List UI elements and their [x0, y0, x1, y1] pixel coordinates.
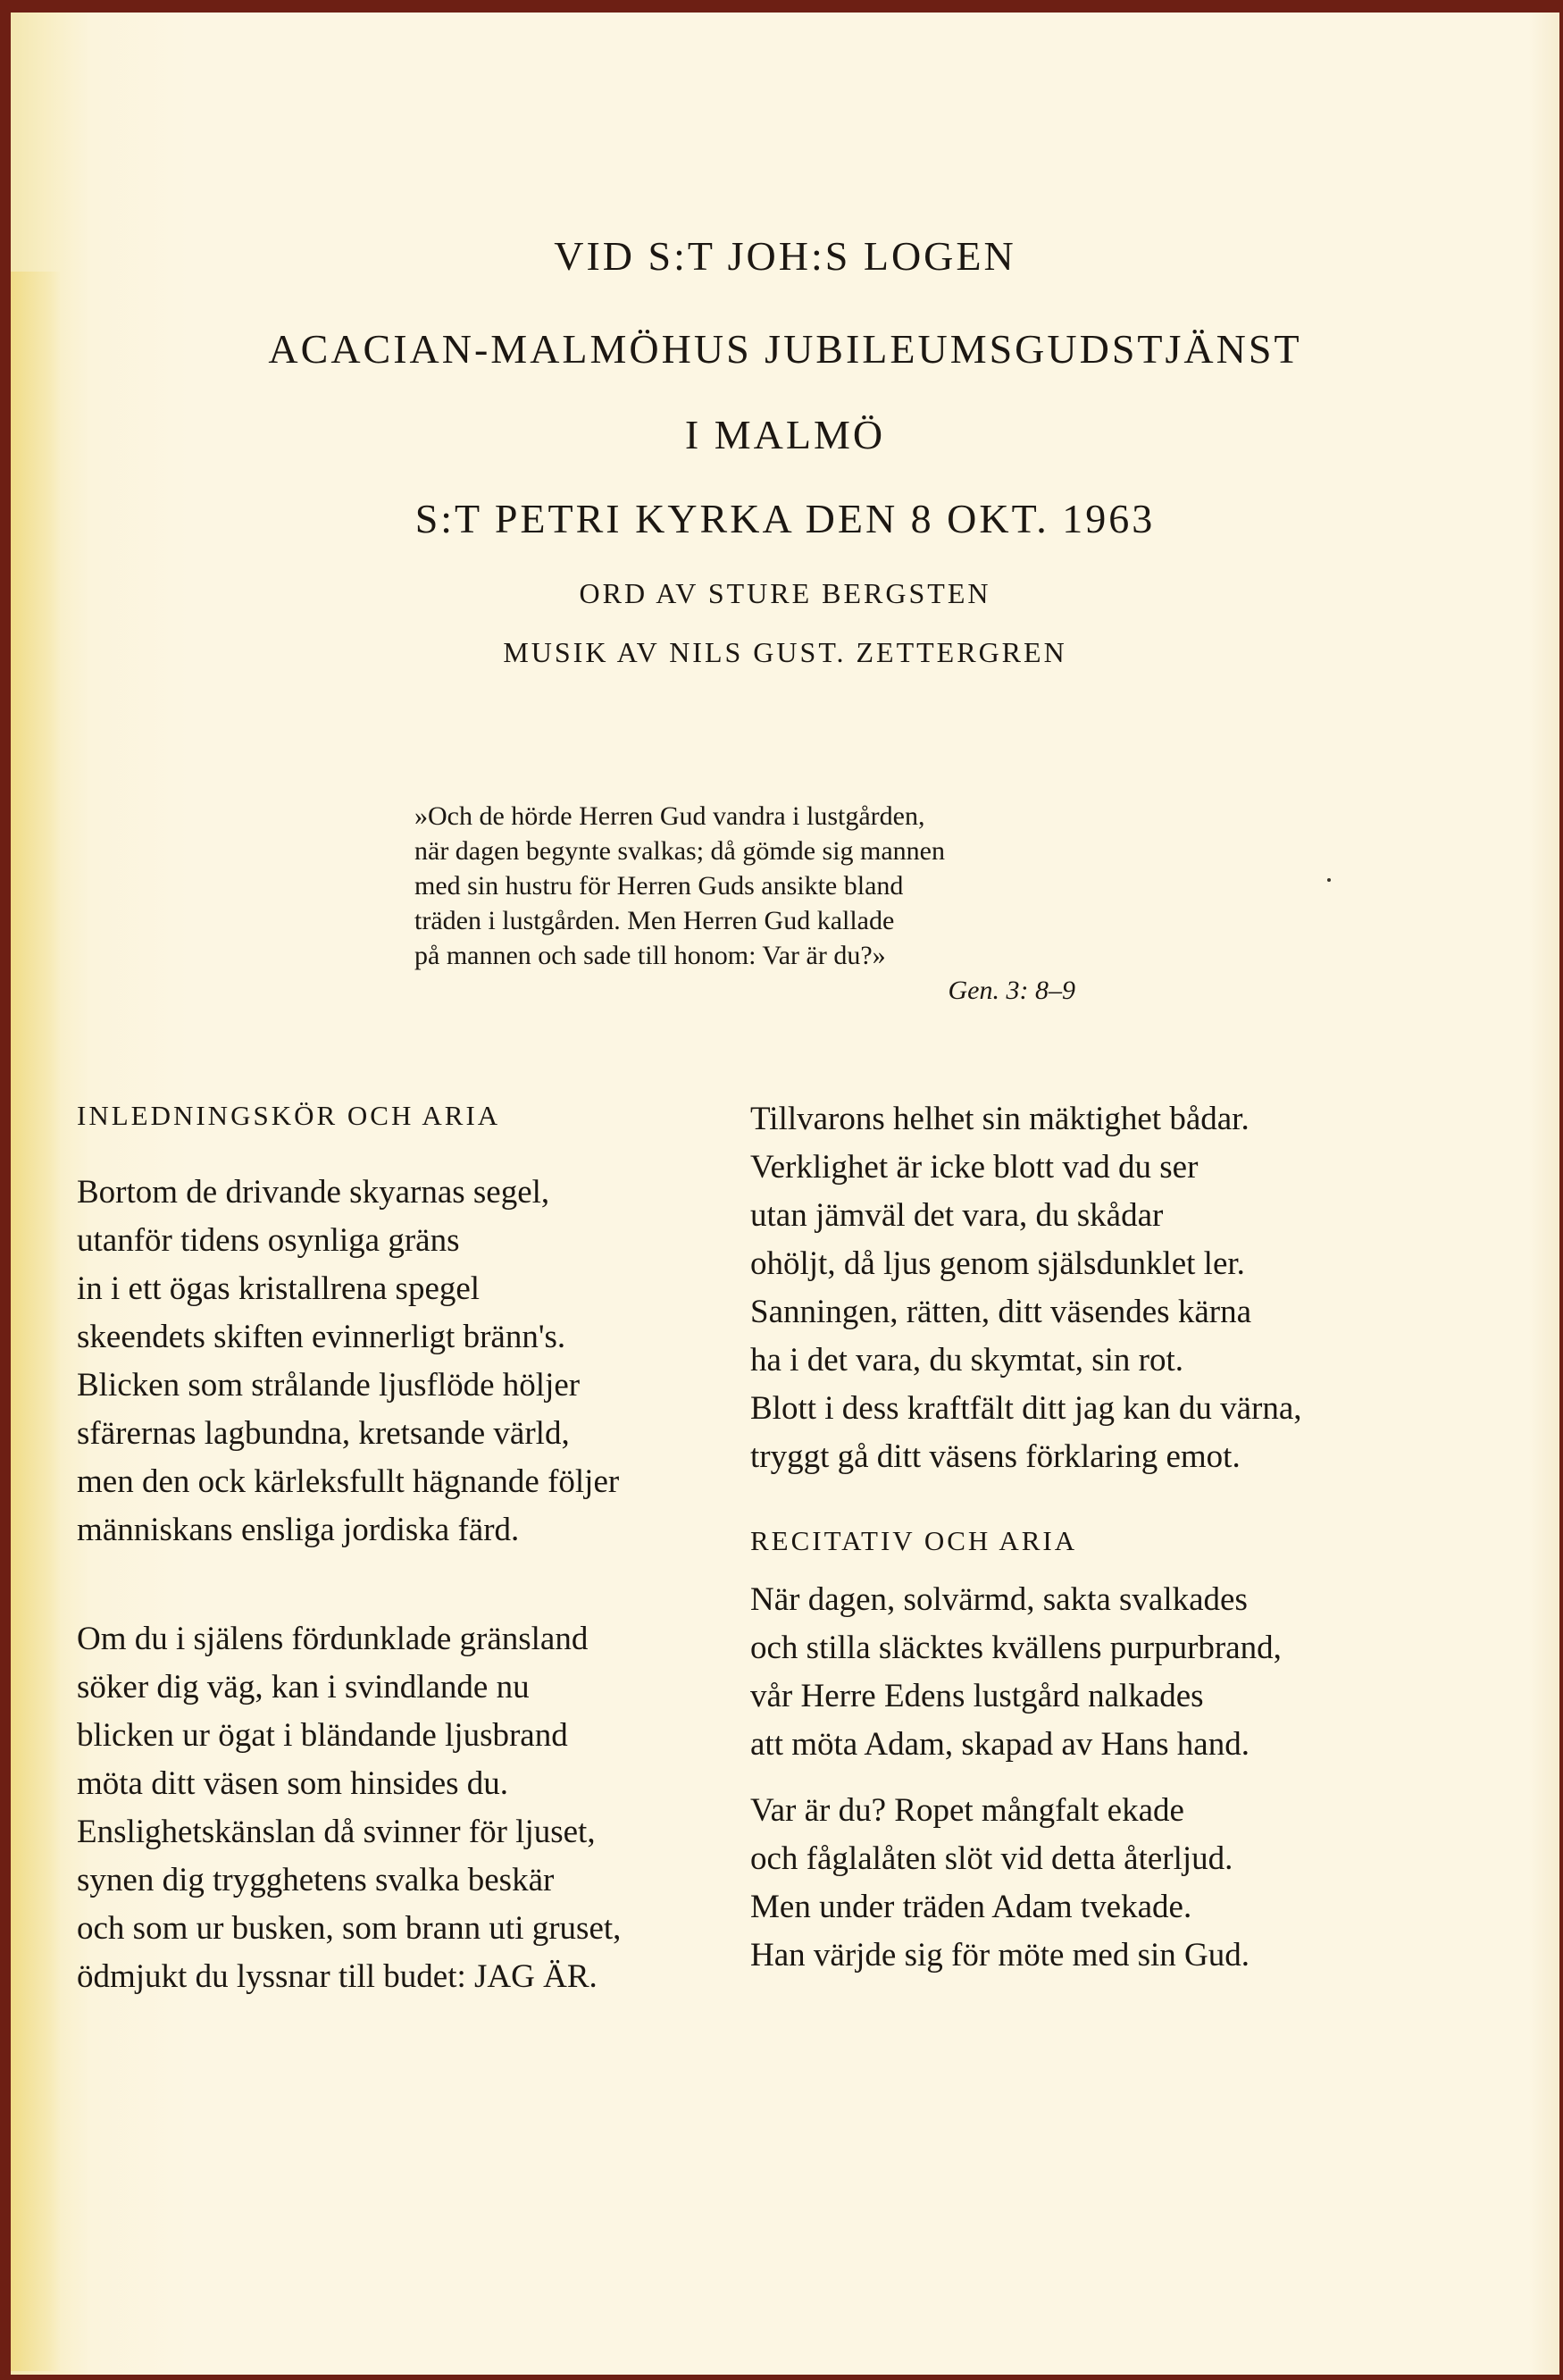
verse-line: skeendets skiften evinnerligt bränn's.: [77, 1319, 566, 1355]
verse-line: Var är du? Ropet mångfalt ekade: [750, 1792, 1184, 1829]
verse-line: synen dig trygghetens svalka beskär: [77, 1862, 555, 1898]
verse-line: utanför tidens osynliga gräns: [77, 1222, 460, 1259]
verse-line: att möta Adam, skapad av Hans hand.: [750, 1726, 1250, 1763]
epigraph-line: »Och de hörde Herren Gud vandra i lustgården,: [414, 801, 925, 831]
epigraph-line: med sin hustru för Herren Guds ansikte bland: [414, 871, 904, 901]
verse-line: När dagen, solvärmd, sakta svalkades: [750, 1581, 1248, 1618]
header-line-4: S:T PETRI KYRKA DEN 8 OKT. 1963: [414, 496, 1156, 541]
right-column: [750, 1095, 1302, 1980]
verse-line: Blott i dess kraftfält ditt jag kan du värna,: [750, 1390, 1302, 1427]
section-title: INLEDNINGSKÖR OCH ARIA: [77, 1100, 501, 1131]
left-column: [77, 1092, 621, 2001]
epigraph: [414, 799, 1075, 1008]
program-page: [11, 13, 1559, 2375]
verse-line: sfärernas lagbundna, kretsande värld,: [77, 1415, 570, 1452]
verse-line: blicken ur ögat i bländande ljusbrand: [77, 1717, 568, 1754]
epigraph-line: träden i lustgården. Men Herren Gud kallade: [414, 906, 895, 935]
verse-line: vår Herre Edens lustgård nalkades: [750, 1678, 1204, 1714]
verse-line: Men under träden Adam tvekade.: [750, 1889, 1192, 1925]
verse-line: Blicken som strålande ljusflöde höljer: [77, 1367, 581, 1404]
verse-line: ohöljt, då ljus genom själsdunklet ler.: [750, 1245, 1245, 1282]
verse-line: Enslighetskänslan då svinner för ljuset,: [77, 1814, 596, 1850]
section-title: RECITATIV OCH ARIA: [750, 1525, 1078, 1556]
speck: [1327, 878, 1331, 882]
verse-line: söker dig väg, kan i svindlande nu: [77, 1669, 530, 1705]
verse-line: Bortom de drivande skyarnas segel,: [77, 1174, 550, 1211]
verse-line: utan jämväl det vara, du skådar: [750, 1197, 1164, 1234]
header-line-3: I MALMÖ: [684, 412, 886, 457]
epigraph-line: på mannen och sade till honom: Var är du?»: [414, 941, 886, 970]
verse-line: Han värjde sig för möte med sin Gud.: [750, 1937, 1250, 1974]
verse-line: ödmjukt du lyssnar till budet: JAG ÄR.: [77, 1958, 598, 1995]
verse-line: Sanningen, rätten, ditt väsendes kärna: [750, 1294, 1251, 1330]
verse-line: Tillvarons helhet sin mäktighet bådar.: [750, 1101, 1250, 1137]
verse-line: möta ditt väsen som hinsides du.: [77, 1765, 509, 1802]
verse-line: och fåglalåten slöt vid detta återljud.: [750, 1840, 1233, 1877]
music-by: MUSIK AV NILS GUST. ZETTERGREN: [503, 636, 1067, 668]
verse-line: Om du i själens fördunklade gränsland: [77, 1621, 589, 1657]
verse-line: människans ensliga jordiska färd.: [77, 1512, 520, 1548]
verse-line: Verklighet är icke blott vad du ser: [750, 1149, 1199, 1186]
verse-line: och som ur busken, som brann uti gruset,: [77, 1910, 622, 1947]
verse-line: tryggt gå ditt väsens förklaring emot.: [750, 1438, 1241, 1475]
words-by: ORD AV STURE BERGSTEN: [579, 577, 991, 609]
header-line-2: ACACIAN-MALMÖHUS JUBILEUMSGUDSTJÄNST: [268, 326, 1302, 372]
bible-reference: Gen. 3: 8–9: [948, 976, 1075, 1005]
verse-line: in i ett ögas kristallrena spegel: [77, 1270, 481, 1307]
header-line-1: VID S:T JOH:S LOGEN: [554, 233, 1016, 279]
epigraph-line: när dagen begynte svalkas; då gömde sig mannen: [414, 836, 945, 866]
verse-line: ha i det vara, du skymtat, sin rot.: [750, 1342, 1184, 1379]
verse-line: men den ock kärleksfullt hägnande följer: [77, 1463, 620, 1500]
verse-line: och stilla släcktes kvällens purpurbrand,: [750, 1630, 1282, 1666]
